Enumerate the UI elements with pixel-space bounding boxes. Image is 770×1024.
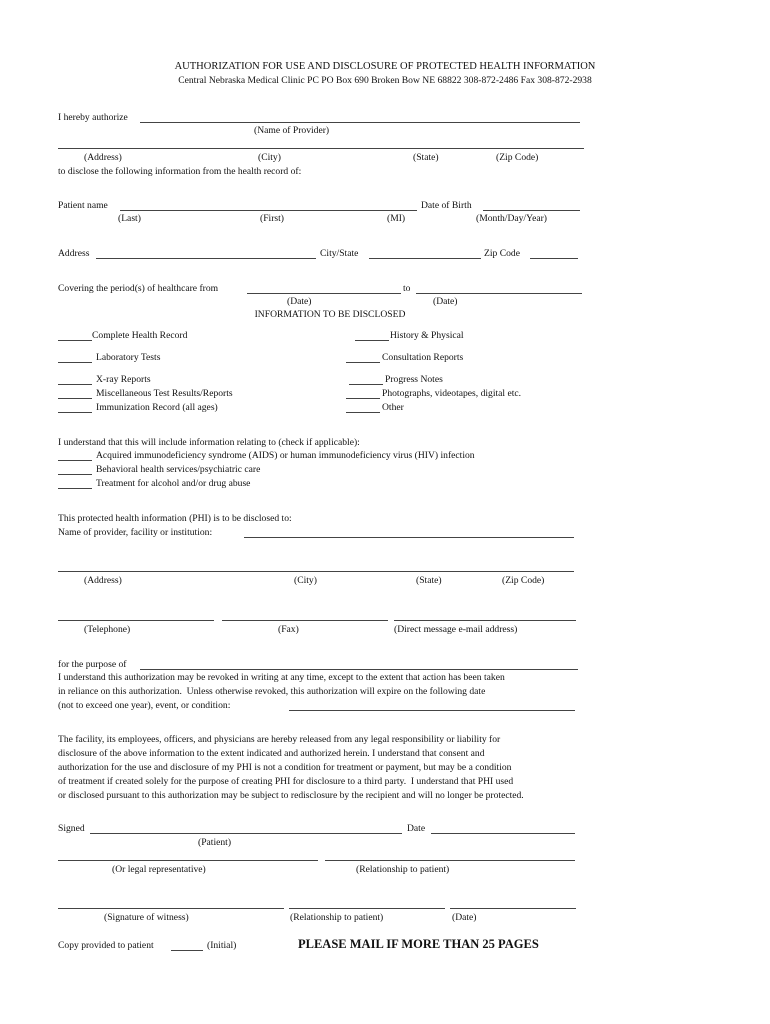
recipient-zip-label: (Zip Code): [502, 575, 545, 586]
period-to-label: to: [403, 283, 411, 294]
progress-notes-label: Progress Notes: [385, 374, 443, 385]
other-checkbox[interactable]: [346, 412, 380, 413]
progress-notes-checkbox[interactable]: [349, 384, 383, 385]
alcohol-label: Treatment for alcohol and/or drug abuse: [96, 478, 251, 489]
witness-label: (Signature of witness): [104, 912, 189, 923]
patient-label: (Patient): [198, 837, 232, 848]
provider-state-label: (State): [413, 152, 439, 163]
patient-citystate-label: City/State: [320, 248, 359, 259]
recipient-fax-field[interactable]: [222, 620, 388, 621]
provider-city-label: (City): [258, 152, 281, 163]
aids-checkbox[interactable]: [58, 460, 92, 461]
recipient-email-field[interactable]: [394, 620, 576, 621]
history-label: History & Physical: [390, 330, 464, 341]
release-text-3: authorization for the use and disclosure of my PHI is not a condition for treatment or payment, but may be a condition: [58, 762, 512, 773]
patient-zip-label: Zip Code: [484, 248, 520, 259]
immunization-label: Immunization Record (all ages): [96, 402, 218, 413]
disclose-text: to disclose the following information from the health record of:: [58, 166, 302, 177]
last-name-label: (Last): [118, 213, 141, 224]
patient-name-field[interactable]: [120, 210, 417, 211]
witness-date-field[interactable]: [450, 908, 576, 909]
witness-signature-field[interactable]: [58, 908, 284, 909]
recipient-intro: This protected health information (PHI) is to be disclosed to:: [58, 513, 292, 524]
period-to-field[interactable]: [416, 293, 582, 294]
authorize-label: I hereby authorize: [58, 112, 128, 123]
release-text-2: disclosure of the above information to the extent indicated and authorized herein. I understand that consent and: [58, 748, 485, 759]
patient-address-field[interactable]: [96, 258, 316, 259]
recipient-name-label: Name of provider, facility or institution:: [58, 527, 213, 538]
complete-record-label: Complete Health Record: [92, 330, 188, 341]
misc-tests-label: Miscellaneous Test Results/Reports: [96, 388, 233, 399]
signature-date-label: Date: [407, 823, 426, 834]
dob-format-label: (Month/Day/Year): [476, 213, 547, 224]
photographs-label: Photographs, videotapes, digital etc.: [382, 388, 522, 399]
aids-label: Acquired immunodeficiency syndrome (AIDS) or human immunodeficiency virus (HIV) infection: [96, 450, 475, 461]
provider-name-field[interactable]: [140, 122, 580, 123]
behavioral-label: Behavioral health services/psychiatric care: [96, 464, 261, 475]
revoke-text-2: in reliance on this authorization. Unless otherwise revoked, this authorization will expire on the following date: [58, 686, 486, 697]
relationship-label: (Relationship to patient): [356, 864, 450, 875]
recipient-telephone-field[interactable]: [58, 620, 214, 621]
recipient-email-label: (Direct message e-mail address): [394, 624, 518, 635]
mail-notice: PLEASE MAIL IF MORE THAN 25 PAGES: [298, 937, 539, 951]
middle-initial-label: (MI): [387, 213, 406, 224]
immunization-checkbox[interactable]: [58, 412, 92, 413]
purpose-label: for the purpose of: [58, 659, 127, 670]
info-heading: INFORMATION TO BE DISCLOSED: [254, 309, 406, 320]
initial-label: (Initial): [207, 940, 237, 951]
witness-relationship-label: (Relationship to patient): [290, 912, 384, 923]
behavioral-checkbox[interactable]: [58, 474, 92, 475]
dob-field[interactable]: [483, 210, 580, 211]
release-text-5: or disclosed pursuant to this authorization may be subject to redisclosure by the recipient and will no longer be protected.: [58, 790, 524, 801]
recipient-address-label: (Address): [84, 575, 122, 586]
form-title: AUTHORIZATION FOR USE AND DISCLOSURE OF PROTECTED HEALTH INFORMATION: [174, 61, 596, 72]
lab-tests-label: Laboratory Tests: [96, 352, 161, 363]
release-text-4: of treatment if created solely for the purpose of creating PHI for disclosure to a third party. I understand that PHI used: [58, 776, 514, 787]
release-text-1: The facility, its employees, officers, and physicians are hereby released from any legal responsibility or liability for: [58, 734, 501, 745]
copy-provided-label: Copy provided to patient: [58, 940, 154, 951]
lab-tests-checkbox[interactable]: [58, 362, 92, 363]
patient-zip-field[interactable]: [530, 258, 578, 259]
recipient-state-label: (State): [416, 575, 442, 586]
provider-zip-label: (Zip Code): [496, 152, 539, 163]
xray-label: X-ray Reports: [96, 374, 151, 385]
witness-relationship-field[interactable]: [289, 908, 445, 909]
dob-label: Date of Birth: [421, 200, 472, 211]
consultation-checkbox[interactable]: [346, 362, 380, 363]
photographs-checkbox[interactable]: [346, 398, 380, 399]
recipient-telephone-label: (Telephone): [84, 624, 131, 635]
xray-checkbox[interactable]: [58, 384, 92, 385]
alcohol-checkbox[interactable]: [58, 488, 92, 489]
revoke-text-3: (not to exceed one year), event, or condition:: [58, 700, 231, 711]
first-name-label: (First): [260, 213, 284, 224]
clinic-address: Central Nebraska Medical Clinic PC PO Box 690 Broken Bow NE 68822 308-872-2486 Fax 308-872-2938: [178, 75, 592, 86]
revoke-text-1: I understand this authorization may be revoked in writing at any time, except to the extent that action has been taken: [58, 672, 505, 683]
provider-address-field[interactable]: [58, 148, 584, 149]
period-to-date-label: (Date): [433, 296, 458, 307]
signature-date-field[interactable]: [431, 833, 575, 834]
patient-signature-field[interactable]: [90, 833, 402, 834]
legal-rep-field[interactable]: [58, 860, 318, 861]
recipient-name-field[interactable]: [244, 537, 574, 538]
patient-name-label: Patient name: [58, 200, 108, 211]
purpose-field[interactable]: [140, 669, 578, 670]
history-checkbox[interactable]: [355, 340, 389, 341]
provider-address-label: (Address): [84, 152, 122, 163]
covering-period-label: Covering the period(s) of healthcare from: [58, 283, 219, 294]
signed-label: Signed: [58, 823, 85, 834]
other-label: Other: [382, 402, 404, 413]
misc-tests-checkbox[interactable]: [58, 398, 92, 399]
patient-address-label: Address: [58, 248, 90, 259]
expiration-field[interactable]: [289, 710, 575, 711]
consultation-label: Consultation Reports: [382, 352, 464, 363]
initial-field[interactable]: [171, 950, 203, 951]
period-from-date-label: (Date): [287, 296, 312, 307]
provider-name-label: (Name of Provider): [254, 125, 330, 136]
recipient-address-field[interactable]: [58, 571, 574, 572]
complete-record-checkbox[interactable]: [58, 340, 92, 341]
recipient-fax-label: (Fax): [278, 624, 299, 635]
witness-date-label: (Date): [452, 912, 477, 923]
relationship-field[interactable]: [325, 860, 575, 861]
recipient-city-label: (City): [294, 575, 317, 586]
understand-intro: I understand that this will include information relating to (check if applicable):: [58, 437, 360, 448]
period-from-field[interactable]: [247, 293, 401, 294]
patient-citystate-field[interactable]: [369, 258, 481, 259]
legal-rep-label: (Or legal representative): [112, 864, 206, 875]
